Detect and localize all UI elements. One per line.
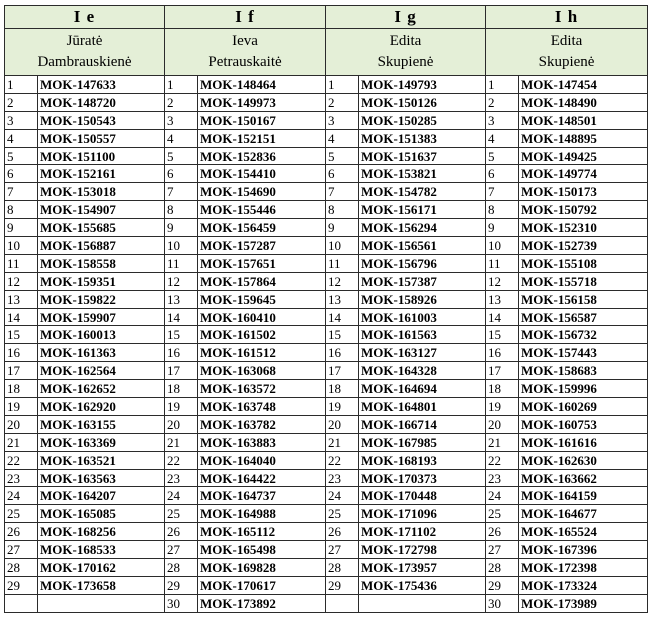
student-code: MOK-156732: [519, 326, 648, 344]
student-number: 28: [486, 559, 519, 577]
student-number: 5: [165, 147, 198, 165]
student-code: MOK-149793: [359, 76, 486, 94]
student-number: 26: [486, 523, 519, 541]
student-code: MOK-168193: [359, 451, 486, 469]
student-number: 24: [165, 487, 198, 505]
roster-table: [4, 5, 648, 613]
student-number: 13: [486, 290, 519, 308]
student-code: MOK-162920: [38, 398, 165, 416]
student-code: MOK-157864: [198, 272, 326, 290]
table-row: [5, 76, 648, 94]
student-code: MOK-161563: [359, 326, 486, 344]
student-number: 22: [5, 451, 38, 469]
student-number: 21: [165, 433, 198, 451]
student-code: MOK-153821: [359, 165, 486, 183]
table-row: [5, 362, 648, 380]
student-code: MOK-156587: [519, 308, 648, 326]
student-number: 1: [5, 76, 38, 94]
student-code: MOK-152739: [519, 237, 648, 255]
student-code: MOK-163369: [38, 433, 165, 451]
student-code: MOK-154690: [198, 183, 326, 201]
student-number: 28: [165, 559, 198, 577]
table-row: [5, 147, 648, 165]
student-number: 20: [326, 415, 359, 433]
student-code: MOK-155685: [38, 219, 165, 237]
student-code: MOK-173989: [519, 594, 648, 612]
student-number: 23: [5, 469, 38, 487]
teacher-row: [5, 29, 648, 76]
student-code: MOK-150173: [519, 183, 648, 201]
table-row: [5, 183, 648, 201]
student-number: 1: [486, 76, 519, 94]
student-code: MOK-148490: [519, 93, 648, 111]
student-code: MOK-150126: [359, 93, 486, 111]
student-code: MOK-160753: [519, 415, 648, 433]
student-number: 18: [326, 380, 359, 398]
table-row: [5, 523, 648, 541]
student-number: 16: [5, 344, 38, 362]
student-code: MOK-173658: [38, 576, 165, 594]
student-number: 8: [326, 201, 359, 219]
table-row: [5, 201, 648, 219]
student-code: MOK-151100: [38, 147, 165, 165]
student-number: 10: [165, 237, 198, 255]
student-code: MOK-163572: [198, 380, 326, 398]
student-number: 28: [5, 559, 38, 577]
student-number: 3: [5, 111, 38, 129]
student-number: 10: [5, 237, 38, 255]
student-number: 23: [486, 469, 519, 487]
student-code: MOK-156561: [359, 237, 486, 255]
student-number: 2: [326, 93, 359, 111]
student-number: 7: [486, 183, 519, 201]
student-number: 28: [326, 559, 359, 577]
teacher-last-name: Skupienė: [538, 54, 595, 70]
student-number: 21: [5, 433, 38, 451]
student-number: 29: [5, 576, 38, 594]
student-number: 12: [165, 272, 198, 290]
student-number: 14: [5, 308, 38, 326]
student-number: 11: [5, 254, 38, 272]
table-row: [5, 254, 648, 272]
student-code: MOK-163155: [38, 415, 165, 433]
student-number: 21: [486, 433, 519, 451]
student-number: [5, 594, 38, 612]
student-code: MOK-159996: [519, 380, 648, 398]
student-code: MOK-173324: [519, 576, 648, 594]
table-row: [5, 451, 648, 469]
student-number: [326, 594, 359, 612]
class-name-header: I g: [326, 6, 486, 29]
student-code: MOK-160013: [38, 326, 165, 344]
student-code: MOK-154782: [359, 183, 486, 201]
student-code: MOK-170617: [198, 576, 326, 594]
student-code: MOK-157651: [198, 254, 326, 272]
class-name-header: I e: [5, 6, 165, 29]
student-number: 26: [5, 523, 38, 541]
student-number: 6: [165, 165, 198, 183]
student-code: MOK-147633: [38, 76, 165, 94]
student-number: 17: [326, 362, 359, 380]
student-code: MOK-162630: [519, 451, 648, 469]
student-number: 23: [326, 469, 359, 487]
student-code: MOK-162652: [38, 380, 165, 398]
student-code: MOK-157443: [519, 344, 648, 362]
student-number: 26: [165, 523, 198, 541]
teacher-first-name: Edita: [389, 33, 422, 49]
student-code: MOK-152836: [198, 147, 326, 165]
student-code: MOK-165524: [519, 523, 648, 541]
student-code: MOK-155108: [519, 254, 648, 272]
student-number: 24: [486, 487, 519, 505]
student-number: 22: [165, 451, 198, 469]
student-number: 11: [326, 254, 359, 272]
student-number: 16: [326, 344, 359, 362]
student-code: MOK-151383: [359, 129, 486, 147]
table-row: [5, 469, 648, 487]
student-number: 4: [165, 129, 198, 147]
student-number: 9: [326, 219, 359, 237]
student-code: MOK-164677: [519, 505, 648, 523]
student-number: 22: [326, 451, 359, 469]
student-number: 8: [486, 201, 519, 219]
student-code: MOK-171096: [359, 505, 486, 523]
student-code: MOK-161502: [198, 326, 326, 344]
student-code: MOK-157387: [359, 272, 486, 290]
student-number: 29: [326, 576, 359, 594]
table-row: [5, 505, 648, 523]
table-row: [5, 576, 648, 594]
student-code: MOK-164801: [359, 398, 486, 416]
student-number: 3: [486, 111, 519, 129]
student-code: MOK-161616: [519, 433, 648, 451]
student-code: MOK-164988: [198, 505, 326, 523]
student-number: 30: [486, 594, 519, 612]
student-number: 7: [326, 183, 359, 201]
student-number: 5: [5, 147, 38, 165]
student-code: MOK-148720: [38, 93, 165, 111]
student-code: MOK-150167: [198, 111, 326, 129]
class-name-row: [5, 6, 648, 29]
student-number: 18: [486, 380, 519, 398]
student-number: 3: [326, 111, 359, 129]
student-code: MOK-150543: [38, 111, 165, 129]
student-number: 6: [486, 165, 519, 183]
student-number: 4: [5, 129, 38, 147]
student-code: MOK-163068: [198, 362, 326, 380]
class-roster: [4, 5, 648, 613]
student-number: 12: [5, 272, 38, 290]
student-code: MOK-168256: [38, 523, 165, 541]
student-code: MOK-165498: [198, 541, 326, 559]
student-number: 4: [486, 129, 519, 147]
student-number: 20: [165, 415, 198, 433]
student-number: 2: [486, 93, 519, 111]
student-code: MOK-161363: [38, 344, 165, 362]
table-row: [5, 433, 648, 451]
student-number: 8: [165, 201, 198, 219]
class-name-header: I f: [165, 6, 326, 29]
teacher-cell: [326, 29, 486, 76]
student-number: 14: [165, 308, 198, 326]
student-code: MOK-164694: [359, 380, 486, 398]
teacher-first-name: Jūratė: [66, 33, 103, 49]
student-number: 11: [165, 254, 198, 272]
student-number: 15: [326, 326, 359, 344]
student-number: 9: [5, 219, 38, 237]
table-row: [5, 129, 648, 147]
student-code: MOK-166714: [359, 415, 486, 433]
student-code: MOK-158558: [38, 254, 165, 272]
teacher-cell: [165, 29, 326, 76]
student-code: MOK-163748: [198, 398, 326, 416]
teacher-cell: [5, 29, 165, 76]
table-row: [5, 237, 648, 255]
student-code: MOK-148501: [519, 111, 648, 129]
student-code: MOK-163782: [198, 415, 326, 433]
student-code: MOK-153018: [38, 183, 165, 201]
student-code: MOK-163662: [519, 469, 648, 487]
student-code: MOK-149425: [519, 147, 648, 165]
student-number: 10: [486, 237, 519, 255]
student-code: MOK-155446: [198, 201, 326, 219]
student-code: MOK-167396: [519, 541, 648, 559]
student-number: 1: [326, 76, 359, 94]
student-number: 8: [5, 201, 38, 219]
student-code: MOK-159822: [38, 290, 165, 308]
teacher-last-name: Skupienė: [377, 54, 434, 70]
student-code: MOK-164737: [198, 487, 326, 505]
student-number: 17: [165, 362, 198, 380]
student-number: 7: [165, 183, 198, 201]
student-code: MOK-156887: [38, 237, 165, 255]
teacher-last-name: Petrauskaitė: [208, 54, 282, 70]
table-row: [5, 93, 648, 111]
student-number: 10: [326, 237, 359, 255]
student-number: 19: [5, 398, 38, 416]
student-number: 18: [165, 380, 198, 398]
student-code: MOK-149774: [519, 165, 648, 183]
table-row: [5, 487, 648, 505]
student-number: 12: [486, 272, 519, 290]
student-number: 23: [165, 469, 198, 487]
student-number: 27: [165, 541, 198, 559]
student-number: 4: [326, 129, 359, 147]
student-code: MOK-165112: [198, 523, 326, 541]
table-row: [5, 415, 648, 433]
student-code: MOK-150285: [359, 111, 486, 129]
table-row: [5, 398, 648, 416]
student-number: 24: [5, 487, 38, 505]
table-row: [5, 559, 648, 577]
student-number: 29: [486, 576, 519, 594]
student-code: MOK-162564: [38, 362, 165, 380]
student-number: 15: [486, 326, 519, 344]
student-number: 21: [326, 433, 359, 451]
student-code: MOK-159907: [38, 308, 165, 326]
student-code: MOK-160410: [198, 308, 326, 326]
student-code: MOK-156459: [198, 219, 326, 237]
student-number: 12: [326, 272, 359, 290]
student-code: MOK-156796: [359, 254, 486, 272]
student-number: 14: [486, 308, 519, 326]
student-code: MOK-175436: [359, 576, 486, 594]
student-number: 17: [486, 362, 519, 380]
student-number: 5: [326, 147, 359, 165]
student-code: MOK-165085: [38, 505, 165, 523]
table-row: [5, 219, 648, 237]
teacher-first-name: Ieva: [232, 33, 258, 49]
table-row: [5, 380, 648, 398]
table-row: [5, 541, 648, 559]
student-code: MOK-158926: [359, 290, 486, 308]
student-number: 20: [486, 415, 519, 433]
student-code: MOK-171102: [359, 523, 486, 541]
student-number: 2: [5, 93, 38, 111]
student-code: MOK-169828: [198, 559, 326, 577]
student-code: MOK-163563: [38, 469, 165, 487]
student-code: MOK-148464: [198, 76, 326, 94]
teacher-last-name: Dambrauskienė: [37, 54, 132, 70]
student-code: MOK-161512: [198, 344, 326, 362]
student-number: 25: [5, 505, 38, 523]
student-code: MOK-161003: [359, 308, 486, 326]
student-code: MOK-149973: [198, 93, 326, 111]
student-code: MOK-173957: [359, 559, 486, 577]
class-name-header: I h: [486, 6, 648, 29]
student-code: MOK-156158: [519, 290, 648, 308]
student-code: MOK-156171: [359, 201, 486, 219]
student-number: 3: [165, 111, 198, 129]
student-number: 27: [5, 541, 38, 559]
student-code: MOK-172398: [519, 559, 648, 577]
student-number: 19: [165, 398, 198, 416]
student-number: 16: [165, 344, 198, 362]
student-code: MOK-170373: [359, 469, 486, 487]
student-number: 24: [326, 487, 359, 505]
student-code: MOK-163127: [359, 344, 486, 362]
student-code: MOK-159645: [198, 290, 326, 308]
student-code: MOK-163521: [38, 451, 165, 469]
student-code: MOK-164207: [38, 487, 165, 505]
table-row: [5, 594, 648, 612]
student-number: 19: [326, 398, 359, 416]
student-number: 16: [486, 344, 519, 362]
student-number: 29: [165, 576, 198, 594]
student-number: 27: [486, 541, 519, 559]
student-number: 25: [326, 505, 359, 523]
student-number: 7: [5, 183, 38, 201]
student-number: 13: [5, 290, 38, 308]
student-number: 30: [165, 594, 198, 612]
student-code: [38, 594, 165, 612]
student-code: MOK-164159: [519, 487, 648, 505]
student-code: MOK-168533: [38, 541, 165, 559]
student-number: 5: [486, 147, 519, 165]
student-code: MOK-170162: [38, 559, 165, 577]
student-code: MOK-164422: [198, 469, 326, 487]
student-code: MOK-167985: [359, 433, 486, 451]
student-number: 9: [486, 219, 519, 237]
student-number: 22: [486, 451, 519, 469]
roster-body: [5, 76, 648, 613]
student-number: 6: [326, 165, 359, 183]
table-row: [5, 308, 648, 326]
student-number: 9: [165, 219, 198, 237]
student-code: [359, 594, 486, 612]
student-number: 11: [486, 254, 519, 272]
student-code: MOK-152151: [198, 129, 326, 147]
student-code: MOK-147454: [519, 76, 648, 94]
student-code: MOK-159351: [38, 272, 165, 290]
student-number: 6: [5, 165, 38, 183]
student-code: MOK-150557: [38, 129, 165, 147]
student-code: MOK-163883: [198, 433, 326, 451]
student-code: MOK-160269: [519, 398, 648, 416]
student-code: MOK-172798: [359, 541, 486, 559]
table-row: [5, 272, 648, 290]
student-code: MOK-164328: [359, 362, 486, 380]
teacher-cell: [486, 29, 648, 76]
student-number: 14: [326, 308, 359, 326]
student-code: MOK-154410: [198, 165, 326, 183]
teacher-first-name: Edita: [550, 33, 583, 49]
table-row: [5, 344, 648, 362]
student-number: 19: [486, 398, 519, 416]
student-number: 20: [5, 415, 38, 433]
student-number: 2: [165, 93, 198, 111]
student-number: 13: [165, 290, 198, 308]
student-code: MOK-148895: [519, 129, 648, 147]
table-row: [5, 326, 648, 344]
student-code: MOK-150792: [519, 201, 648, 219]
student-number: 25: [165, 505, 198, 523]
student-number: 17: [5, 362, 38, 380]
student-code: MOK-151637: [359, 147, 486, 165]
student-number: 25: [486, 505, 519, 523]
student-code: MOK-152310: [519, 219, 648, 237]
student-code: MOK-173892: [198, 594, 326, 612]
table-row: [5, 111, 648, 129]
student-code: MOK-152161: [38, 165, 165, 183]
student-number: 13: [326, 290, 359, 308]
student-number: 15: [5, 326, 38, 344]
student-code: MOK-156294: [359, 219, 486, 237]
student-number: 1: [165, 76, 198, 94]
student-number: 27: [326, 541, 359, 559]
student-number: 18: [5, 380, 38, 398]
student-code: MOK-154907: [38, 201, 165, 219]
student-code: MOK-157287: [198, 237, 326, 255]
student-number: 26: [326, 523, 359, 541]
student-code: MOK-158683: [519, 362, 648, 380]
table-row: [5, 290, 648, 308]
student-code: MOK-164040: [198, 451, 326, 469]
student-number: 15: [165, 326, 198, 344]
student-code: MOK-155718: [519, 272, 648, 290]
table-row: [5, 165, 648, 183]
student-code: MOK-170448: [359, 487, 486, 505]
